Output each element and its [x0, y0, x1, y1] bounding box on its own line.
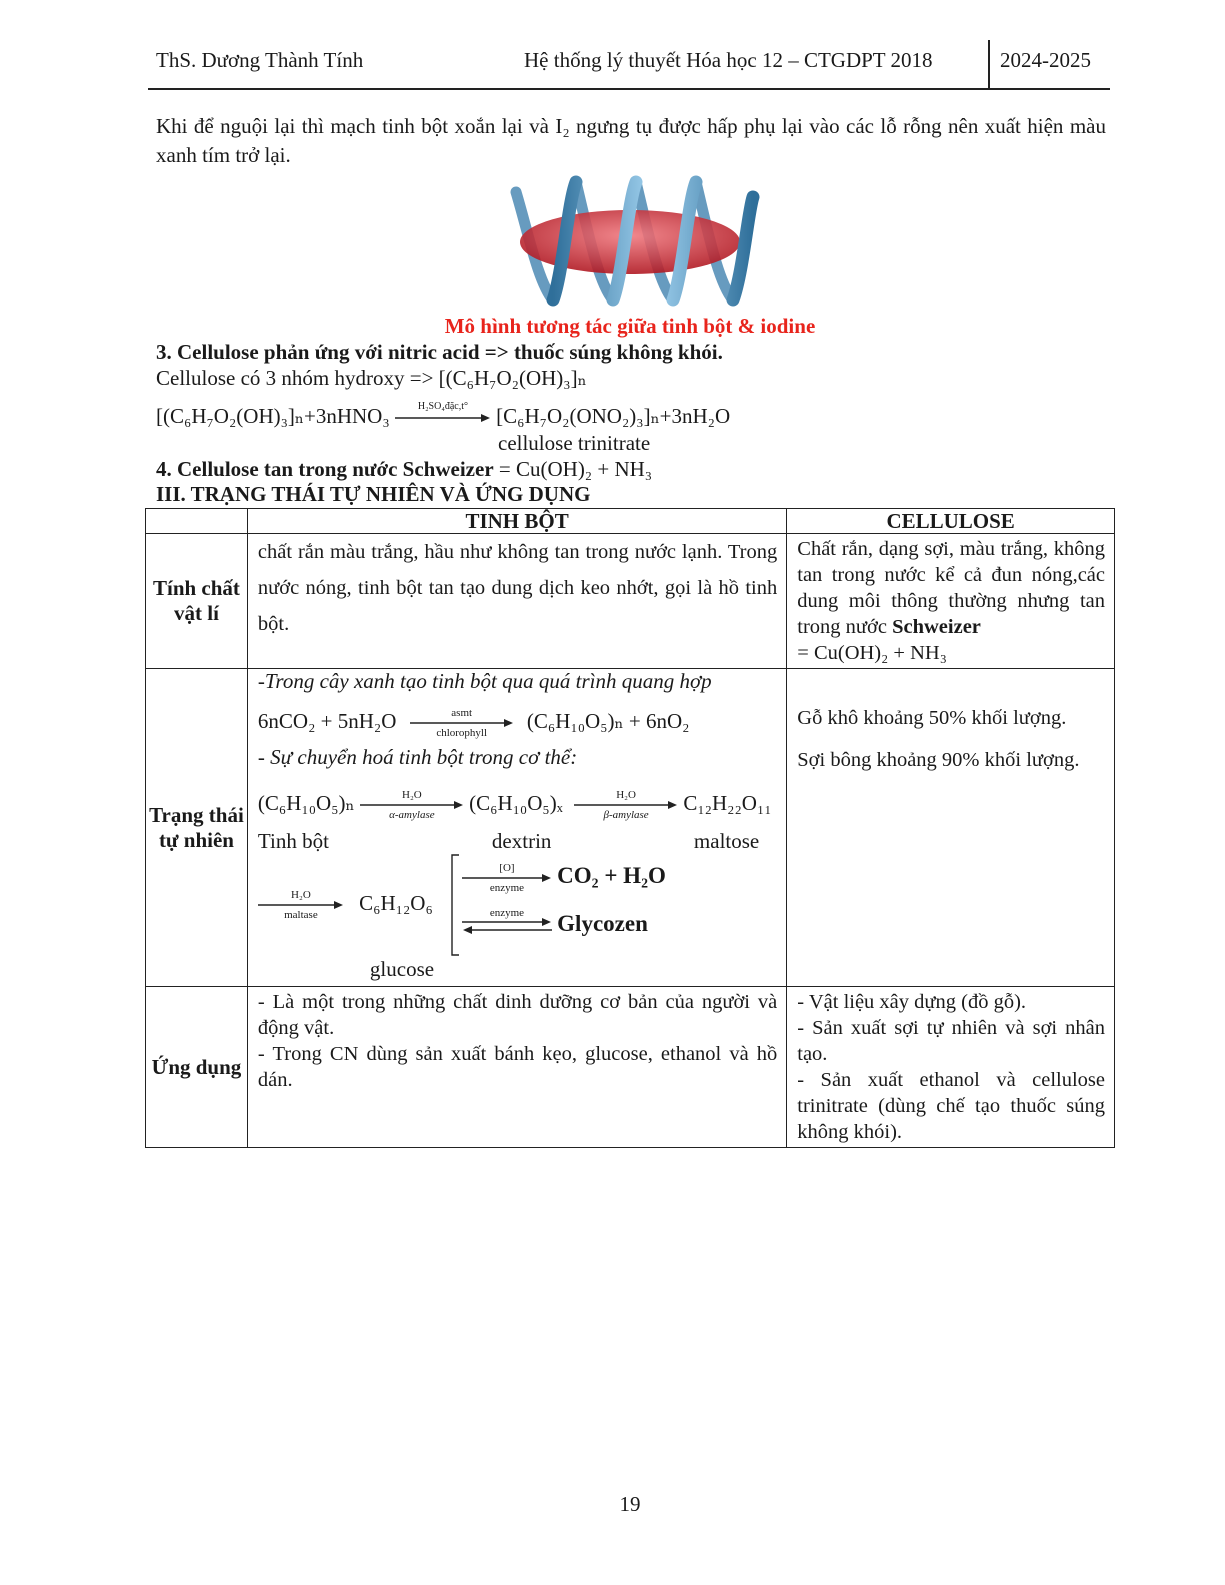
maltase-bot: maltase [284, 909, 318, 922]
chain-a-top: H₂O [402, 789, 422, 802]
chain-a-bot: α-amylase [389, 809, 435, 822]
header-year: 2024-2025 [1000, 48, 1091, 72]
usage-cellulose-3: - Sản xuất ethanol và cellulose trinitrate (dùng chế tạo thuốc súng không khói). [797, 1069, 1105, 1143]
nitration-reactants: [(C₆H₇O₂(OH)₃]ₙ+3nHNO₃ [156, 404, 390, 428]
oxidation-arrow [462, 862, 552, 895]
row-physical-cellulose [787, 534, 1115, 669]
usage-cellulose-text [787, 987, 1114, 1147]
chain-c: C₁₂H₂₂O₁₁ [683, 791, 772, 815]
physical-cellulose-main: Chất rắn, dạng sợi, màu trắng, không tan trong nước kể cả đun nóng,các dung môi thông thường nhưng tan trong nước [797, 538, 1105, 638]
name-starch: Tinh bột [257, 829, 329, 853]
maltase-step [258, 889, 433, 922]
cellulose-hydroxy-line: Cellulose có 3 nhóm hydroxy => [(C₆H₇O₂(OH)₃]ₙ [156, 366, 587, 390]
nitration-arrow [395, 401, 491, 423]
physical-cellulose-bold: Schweizer [892, 616, 981, 638]
photo-left: 6nCO₂ + 5nH₂O [257, 709, 397, 733]
row-usage [146, 987, 1115, 1148]
row-usage-cellulose [787, 987, 1115, 1148]
section-III-title: III. TRẠNG THÁI TỰ NHIÊN VÀ ỨNG DỤNG [156, 482, 591, 506]
page-number: 19 [619, 1492, 641, 1516]
oxidation-product: CO₂ + H₂O [557, 863, 666, 888]
glycogen-product: Glycozen [557, 911, 648, 936]
usage-cellulose-1: - Vật liệu xây dựng (đồ gỗ). [797, 991, 1027, 1013]
oxidation-branch [462, 862, 666, 895]
row-physical [146, 534, 1115, 669]
glycogen-arrows [462, 907, 552, 934]
conversion-title: - Sự chuyển hoá tinh bột trong cơ thể: [257, 745, 578, 769]
row-natural-starch [247, 669, 786, 987]
chain-b-top: H₂O [616, 789, 636, 802]
conversion-chain [257, 789, 772, 822]
oxid-bot: enzyme [489, 882, 525, 895]
usage-starch-2: - Trong CN dùng sản xuất bánh kẹo, glucose, ethanol và hồ dán. [257, 1043, 778, 1091]
natural-cellulose-1: Gỗ khô khoảng 50% khối lượng. [797, 707, 1067, 729]
natural-cellulose-text [787, 669, 1114, 783]
photosynthesis-title: -Trong cây xanh tạo tinh bột qua quá trình quang hợp [257, 669, 712, 693]
row-natural [146, 669, 1115, 987]
photo-cond-top: asmt [451, 707, 473, 720]
row-physical-label: Tính chất vật lí [146, 534, 248, 669]
table-header-row [146, 509, 1115, 534]
chain-arrow-1 [360, 789, 464, 822]
product-name: cellulose trinitrate [498, 431, 651, 455]
properties-table [145, 508, 1115, 1148]
glucose-formula: C₆H₁₂O₆ [359, 891, 433, 915]
usage-cellulose-2: - Sản xuất sợi tự nhiên và sợi nhân tạo. [797, 1017, 1105, 1065]
chain-arrow-2 [574, 789, 678, 822]
reversible-arrow-icon [462, 918, 552, 934]
photosynthesis-equation [257, 707, 690, 740]
chain-b-bot: β-amylase [603, 809, 649, 822]
usage-starch-text [248, 987, 786, 1095]
name-dextrin: dextrin [491, 829, 552, 853]
row-natural-cellulose [787, 669, 1115, 987]
physical-starch-text: chất rắn màu trắng, hầu như không tan trong nước lạnh. Trong nước nóng, tinh bột tan tạo dung dịch keo nhớt, gọi là hồ tinh bột. [257, 541, 778, 635]
figure-caption: Mô hình tương tác giữa tinh bột & iodine [444, 314, 816, 338]
header-empty [146, 509, 248, 534]
intro-paragraph: Khi để nguội lại thì mạch tinh bột xoắn lại và I₂ ngưng tụ được hấp phụ lại vào các lỗ rỗng nên xuất hiện màu xanh tím trở lại. [156, 114, 1106, 167]
glucose-name: glucose [369, 957, 435, 981]
header-title: Hệ thống lý thuyết Hóa học 12 – CTGDPT 2018 [524, 48, 933, 72]
arrow-icon [395, 413, 491, 423]
physical-cellulose-text [787, 534, 1114, 668]
photo-right: (C₆H₁₀O₅)ₙ + 6nO₂ [526, 709, 690, 733]
header-author: ThS. Dương Thành Tính [156, 48, 364, 72]
branch-bracket [450, 853, 460, 957]
section-4-heading: 4. Cellulose tan trong nước Schweizer [156, 457, 494, 481]
page-header [148, 38, 1110, 90]
row-usage-label: Ứng dụng [146, 987, 248, 1148]
section-4-rest: = Cu(OH)₂ + NH₃ [493, 457, 653, 481]
glycogen-branch [462, 907, 648, 937]
header-cellulose: CELLULOSE [787, 509, 1115, 534]
natural-starch-content [248, 669, 786, 986]
section-4-line [156, 457, 652, 482]
chain-a: (C₆H₁₀O₅)ₙ [257, 791, 355, 815]
nitration-equation [156, 401, 731, 429]
nitration-condition: H₂SO₄đặc,t° [417, 401, 468, 413]
row-natural-label: Trạng thái tự nhiên [146, 669, 248, 987]
nitration-products: [C₆H₇O₂(ONO₂)₃]ₙ+3nH₂O [496, 404, 731, 428]
chain-b: (C₆H₁₀O₅)ₓ [469, 791, 563, 815]
oxid-top: [O] [499, 862, 515, 875]
header-divider [988, 40, 990, 88]
starch-iodine-helix-figure [498, 172, 760, 312]
row-physical-starch [247, 534, 786, 669]
glyco-top: enzyme [489, 907, 525, 920]
photo-cond-bot: chlorophyll [436, 727, 488, 740]
section-3-heading: 3. Cellulose phản ứng với nitric acid => thuốc súng không khói. [156, 340, 723, 364]
row-usage-starch [247, 987, 786, 1148]
header-starch: TINH BỘT [247, 509, 786, 534]
physical-cellulose-tail: = Cu(OH)₂ + NH₃ [797, 642, 947, 664]
maltase-top: H₂O [291, 889, 311, 902]
natural-cellulose-2: Sợi bông khoảng 90% khối lượng. [797, 749, 1080, 771]
photo-arrow [410, 707, 514, 740]
usage-starch-1: - Là một trong những chất dinh dưỡng cơ bản của người và động vật. [257, 991, 778, 1039]
maltase-arrow [258, 889, 344, 922]
name-maltose: maltose [693, 829, 760, 853]
